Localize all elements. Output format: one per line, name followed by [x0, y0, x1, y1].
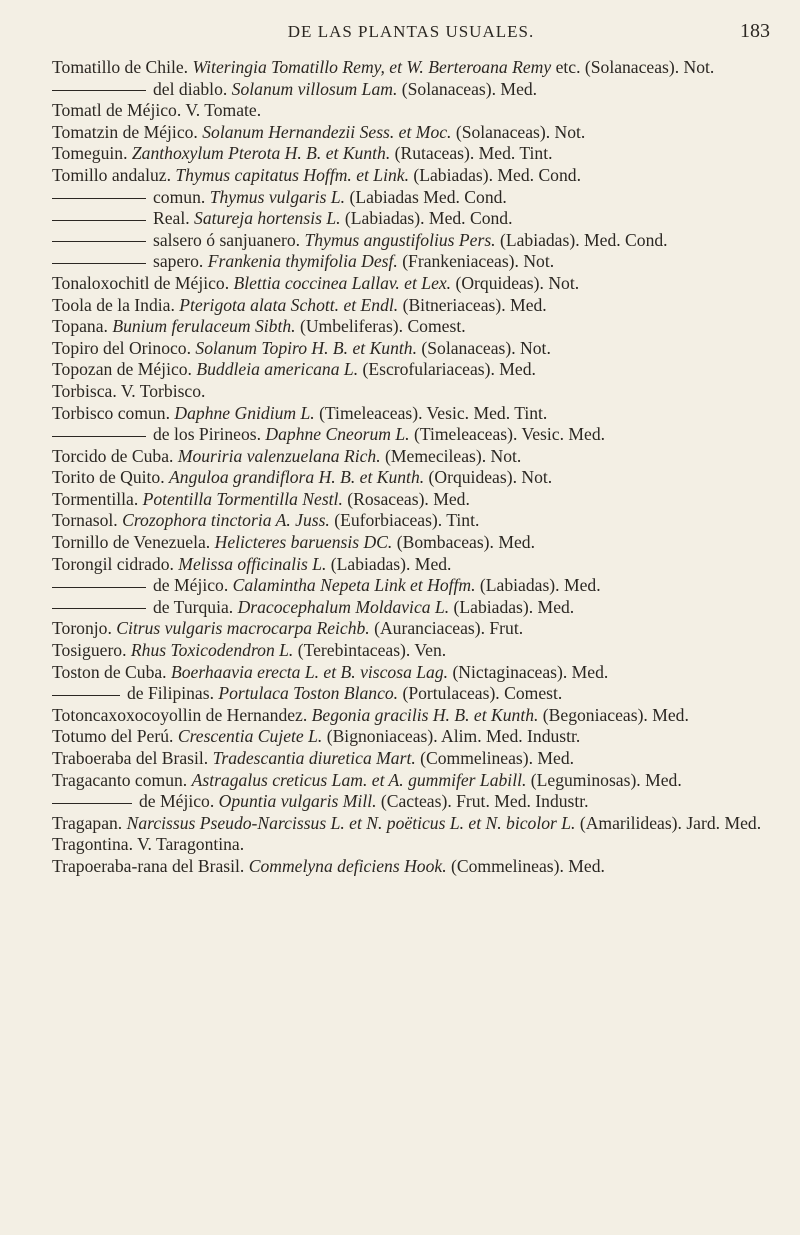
entry: [52, 813, 778, 835]
entry: [52, 726, 778, 748]
entry-scientific-name: Solanum villosum Lam.: [231, 78, 398, 99]
entry-scientific-name: Solanum Topiro H. B. et Kunth.: [195, 337, 417, 358]
entry-family-uses: (Cacteas). Frut. Med. Industr.: [376, 791, 589, 812]
entry: [52, 251, 778, 273]
entry-scientific-name: Crescentia Cujete L.: [177, 726, 323, 747]
entry-scientific-name: Begonia gracilis H. B. et Kunth.: [311, 704, 539, 725]
entry: [52, 575, 778, 597]
page-number: 183: [740, 20, 770, 42]
entry-common-name: Topozan de Méjico.: [52, 359, 197, 380]
entry: [52, 359, 778, 381]
entry-scientific-name: Rhus Toxicodendron L.: [130, 640, 294, 661]
entry-common-name: Tomatzin de Méjico.: [52, 121, 203, 142]
entry-common-name: Totoncaxoxocoyollin de Hernandez.: [52, 704, 312, 725]
entry-family-uses: (Timeleaceas). Vesic. Med. Tint.: [314, 402, 548, 423]
entry-scientific-name: Buddleia americana L.: [196, 359, 359, 380]
entry-family-uses: (Bombaceas). Med.: [392, 532, 535, 553]
entry: [52, 554, 778, 576]
entry-scientific-name: Crozophora tinctoria A. Juss.: [122, 510, 330, 531]
entry-scientific-name: Astragalus creticus Lam. et A. gummifer Labill.: [191, 769, 527, 790]
entry-common-name: Tonaloxochitl de Méjico.: [52, 272, 234, 293]
entry: [52, 273, 778, 295]
entry-scientific-name: Solanum Hernandezii Sess. et Moc.: [202, 121, 452, 142]
entry-family-uses: (Labiadas Med. Cond.: [345, 186, 507, 207]
entry-family-uses: (Nictaginaceas). Med.: [448, 661, 609, 682]
entry: [52, 316, 778, 338]
entry-family-uses: etc. (Solanaceas). Not.: [551, 57, 715, 77]
entry-family-uses: V. Torbisco.: [120, 380, 206, 401]
entry-common-name: Topiro del Orinoco.: [52, 337, 196, 358]
entry-family-uses: (Umbeliferas). Comest.: [295, 316, 466, 337]
entry-scientific-name: Tradescantia diuretica Mart.: [212, 748, 416, 768]
entry-common-name: comun.: [153, 186, 210, 207]
entry-family-uses: (Orquideas). Not.: [451, 272, 580, 293]
entry-common-name: Tragapan.: [52, 812, 127, 833]
entry-family-uses: (Euforbiaceas). Tint.: [329, 510, 480, 531]
ditto-dash: [52, 198, 146, 199]
entry-list: [52, 57, 778, 878]
entry: [52, 446, 778, 468]
entry-family-uses: (Begoniaceas). Med.: [538, 704, 689, 725]
entry-common-name: Toola de la India.: [52, 294, 180, 315]
entry: [52, 662, 778, 684]
entry-scientific-name: Anguloa grandiflora H. B. et Kunth.: [169, 467, 425, 488]
entry-scientific-name: Dracocephalum Moldavica L.: [237, 596, 450, 617]
entry: [52, 640, 778, 662]
entry-common-name: de Turquia.: [153, 596, 238, 617]
entry: [52, 618, 778, 640]
entry-family-uses: (Portulaceas). Comest.: [398, 683, 563, 704]
entry-scientific-name: Potentilla Tormentilla Nestl.: [142, 488, 343, 509]
ditto-dash: [52, 695, 120, 696]
entry-family-uses: (Leguminosas). Med.: [526, 769, 682, 790]
entry: [52, 122, 778, 144]
entry-family-uses: (Labiadas). Med.: [326, 553, 452, 574]
entry-common-name: sapero.: [153, 251, 208, 272]
entry-family-uses: (Labiadas). Med. Cond.: [340, 208, 513, 229]
entry-common-name: Tomillo andaluz.: [52, 164, 176, 185]
entry-family-uses: (Terebintaceas). Ven.: [293, 640, 447, 661]
ditto-dash: [52, 220, 146, 221]
entry: [52, 748, 778, 770]
ditto-dash: [52, 587, 146, 588]
entry-scientific-name: Mouriria valenzuelana Rich.: [177, 445, 381, 466]
entry-family-uses: (Amarilideas). Jard. Med.: [575, 812, 762, 833]
entry-common-name: Tomeguin.: [52, 143, 132, 164]
entry: [52, 791, 778, 813]
entry-common-name: salsero ó sanjuanero.: [153, 229, 305, 250]
entry-family-uses: (Labiadas). Med. Cond.: [495, 229, 668, 250]
entry-common-name: Topana.: [52, 316, 113, 337]
entry: [52, 230, 778, 252]
entry: [52, 489, 778, 511]
entry-scientific-name: Satureja hortensis L.: [194, 208, 341, 229]
entry-scientific-name: Melissa officinalis L.: [178, 553, 327, 574]
ditto-dash: [52, 241, 146, 242]
entry: [52, 143, 778, 165]
entry: [52, 208, 778, 230]
entry: [52, 510, 778, 532]
entry-family-uses: (Commelineas). Med.: [415, 748, 575, 768]
entry-common-name: Tragacanto comun.: [52, 769, 192, 790]
entry: [52, 856, 778, 878]
entry-scientific-name: Daphne Cneorum L.: [265, 424, 410, 445]
entry-common-name: Toston de Cuba.: [52, 661, 171, 682]
entry-common-name: Torongil cidrado.: [52, 553, 179, 574]
entry-family-uses: (Frankeniaceas). Not.: [397, 251, 555, 272]
entry-scientific-name: Thymus capitatus Hoffm. et Link.: [175, 164, 409, 185]
entry-family-uses: V. Tomate.: [185, 100, 262, 121]
entry-common-name: Tornasol.: [52, 510, 123, 531]
entry-common-name: Toronjo.: [52, 618, 117, 639]
entry: [52, 467, 778, 489]
entry-common-name: Torbisco comun.: [52, 402, 175, 423]
entry-family-uses: (Rosaceas). Med.: [342, 488, 470, 509]
entry-scientific-name: Thymus vulgaris L.: [209, 186, 346, 207]
entry: [52, 165, 778, 187]
entry-scientific-name: Portulaca Toston Blanco.: [218, 683, 399, 704]
entry-family-uses: (Rutaceas). Med. Tint.: [390, 143, 553, 164]
ditto-dash: [52, 263, 146, 264]
entry: [52, 834, 778, 856]
entry-common-name: de Filipinas.: [127, 683, 219, 704]
entry-family-uses: (Labiadas). Med. Cond.: [408, 164, 581, 185]
entry-family-uses: (Memecileas). Not.: [380, 445, 522, 466]
page-header: [52, 20, 770, 50]
entry-scientific-name: Frankenia thymifolia Desf.: [207, 251, 398, 272]
entry-common-name: Totumo del Perú.: [52, 726, 178, 747]
entry-scientific-name: Blettia coccinea Lallav. et Lex.: [233, 272, 452, 293]
ditto-dash: [52, 803, 132, 804]
entry-common-name: Tragontina.: [52, 834, 138, 855]
ditto-dash: [52, 608, 146, 609]
entry-scientific-name: Zanthoxylum Pterota H. B. et Kunth.: [131, 143, 391, 164]
entry: [52, 683, 778, 705]
entry-common-name: Real.: [153, 208, 195, 229]
entry: [52, 381, 778, 403]
entry-scientific-name: Witeringia Tomatillo Remy, et W. Berteroana Remy: [192, 57, 552, 77]
ditto-dash: [52, 90, 146, 91]
entry: [52, 532, 778, 554]
entry-family-uses: (Bitneriaceas). Med.: [398, 294, 547, 315]
entry-scientific-name: Thymus angustifolius Pers.: [304, 229, 496, 250]
entry-scientific-name: Boerhaavia erecta L. et B. viscosa Lag.: [170, 661, 449, 682]
entry: [52, 705, 778, 727]
entry-family-uses: (Orquideas). Not.: [424, 467, 553, 488]
entry-family-uses: V. Taragontina.: [137, 834, 245, 855]
entry-family-uses: (Labiadas). Med.: [449, 596, 575, 617]
entry-scientific-name: Pterigota alata Schott. et Endl.: [179, 294, 399, 315]
entry: [52, 57, 778, 79]
entry-family-uses: (Labiadas). Med.: [475, 575, 601, 596]
entry: [52, 295, 778, 317]
entry: [52, 403, 778, 425]
entry-common-name: Traboeraba del Brasil.: [52, 748, 213, 768]
entry: [52, 79, 778, 101]
entry-scientific-name: Commelyna deficiens Hook.: [248, 855, 447, 876]
entry-scientific-name: Citrus vulgaris macrocarpa Reichb.: [116, 618, 370, 639]
entry-scientific-name: Narcissus Pseudo-Narcissus L. et N. poëticus L. et N. bicolor L.: [126, 812, 576, 833]
ditto-dash: [52, 436, 146, 437]
entry-scientific-name: Daphne Gnidium L.: [174, 402, 315, 423]
entry-family-uses: (Solanaceas). Not.: [451, 121, 586, 142]
entry-scientific-name: Helicteres baruensis DC.: [214, 532, 393, 553]
entry-scientific-name: Opuntia vulgaris Mill.: [218, 791, 377, 812]
entry-family-uses: (Auranciaceas). Frut.: [369, 618, 524, 639]
entry-common-name: Tosiguero.: [52, 640, 131, 661]
entry-common-name: Torbisca.: [52, 380, 121, 401]
entry-common-name: de Méjico.: [153, 575, 233, 596]
entry: [52, 100, 778, 122]
entry-common-name: del diablo.: [153, 78, 232, 99]
entry: [52, 338, 778, 360]
entry-scientific-name: Calamintha Nepeta Link et Hoffm.: [232, 575, 476, 596]
entry: [52, 770, 778, 792]
entry: [52, 597, 778, 619]
entry-common-name: Tomatl de Méjico.: [52, 100, 186, 121]
entry-common-name: Tornillo de Venezuela.: [52, 532, 215, 553]
entry-common-name: Torcido de Cuba.: [52, 445, 178, 466]
entry-family-uses: (Commelineas). Med.: [446, 855, 605, 876]
entry-family-uses: (Escrofulariaceas). Med.: [358, 359, 536, 380]
entry-family-uses: (Timeleaceas). Vesic. Med.: [409, 424, 606, 445]
entry-common-name: Tormentilla.: [52, 488, 143, 509]
entry: [52, 424, 778, 446]
entry-common-name: Tomatillo de Chile.: [52, 57, 193, 77]
entry-common-name: de Méjico.: [139, 791, 219, 812]
running-title: DE LAS PLANTAS USUALES.: [287, 22, 535, 41]
entry-common-name: Trapoeraba-rana del Brasil.: [52, 855, 249, 876]
entry-family-uses: (Solanaceas). Not.: [416, 337, 551, 358]
entry-scientific-name: Bunium ferulaceum Sibth.: [112, 316, 296, 337]
entry-common-name: de los Pirineos.: [153, 424, 266, 445]
entry: [52, 187, 778, 209]
entry-family-uses: (Bignoniaceas). Alim. Med. Industr.: [322, 726, 581, 747]
entry-family-uses: (Solanaceas). Med.: [397, 78, 538, 99]
entry-common-name: Torito de Quito.: [52, 467, 170, 488]
